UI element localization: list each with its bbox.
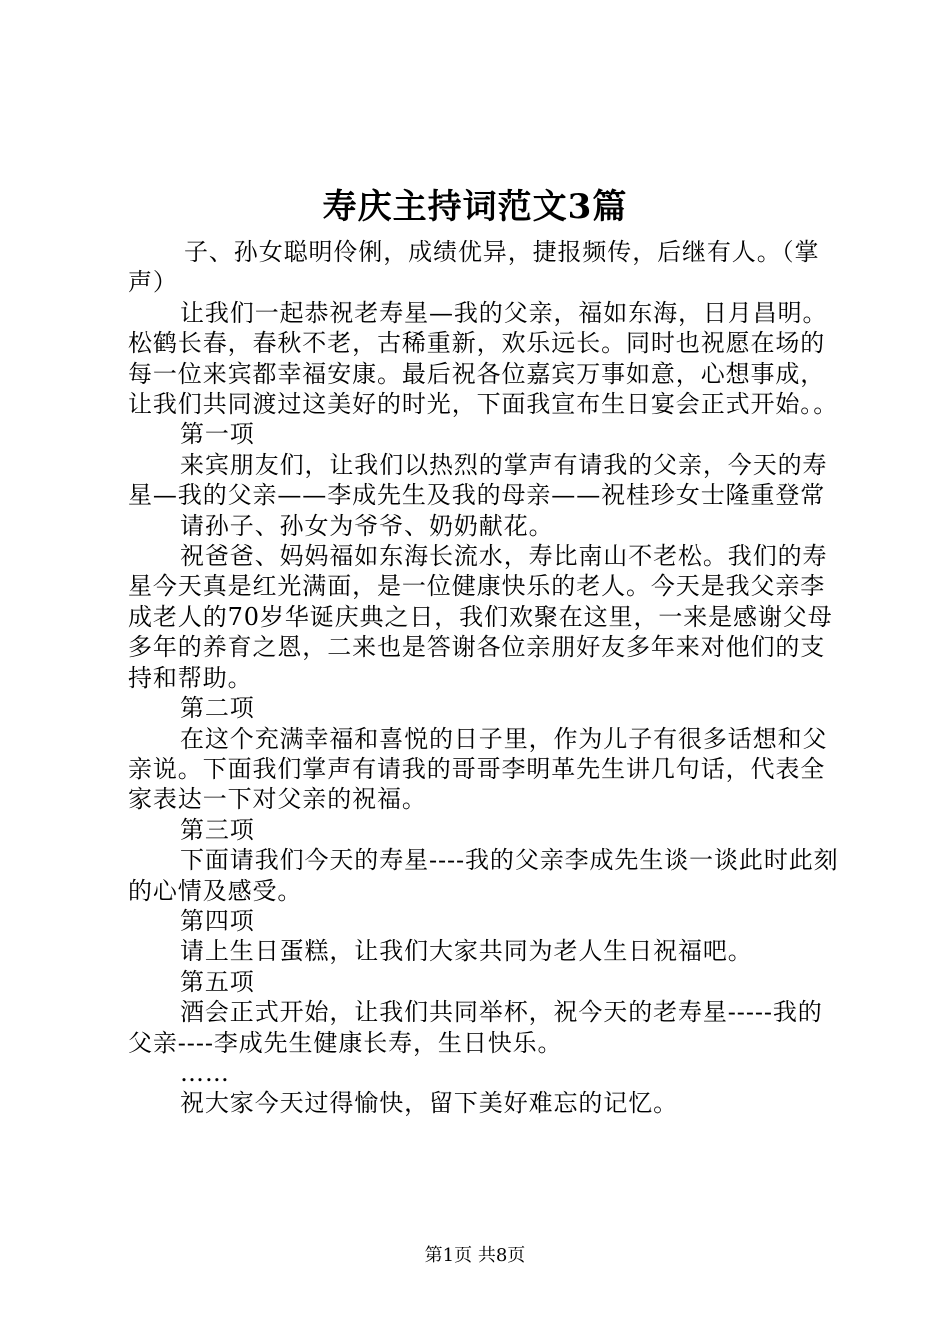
section-heading: 第五项 [180, 967, 255, 996]
section-heading: 第三项 [180, 815, 255, 844]
ellipsis: …… [180, 1058, 230, 1087]
document-body [128, 237, 840, 1119]
document-title: 寿庆主持词范文3篇 [322, 187, 628, 227]
paragraph: 请孙子、孙女为爷爷、奶奶献花。 [180, 511, 554, 540]
paragraph: 子、孙女聪明伶俐，成绩优异，捷报频传，后继有人。（掌声） [128, 238, 820, 297]
paragraph: 来宾朋友们，让我们以热烈的掌声有请我的父亲，今天的寿星—我的父亲——李成先生及我的母亲——祝桂珍女士隆重登常 [128, 450, 828, 510]
section-heading: 第一项 [180, 420, 255, 449]
paragraph: 让我们一起恭祝老寿星—我的父亲，福如东海，日月昌明。松鹤长春，春秋不老，古稀重新，欢乐远长。同时也祝愿在场的每一位来宾都幸福安康。最后祝各位嘉宾万事如意，心想事成，让我们共同渡过这美好的时光，下面我宣布生日宴会正式开始。。 [128, 298, 839, 419]
section-heading: 第四项 [180, 906, 255, 935]
paragraph: 祝爸爸、妈妈福如东海长流水，寿比南山不老松。我们的寿星今天真是红光满面，是一位健康快乐的老人。今天是我父亲李成老人的70岁华诞庆典之日，我们欢聚在这里，一来是感谢父母多年的养育之恩，二来也是答谢各位亲朋好友多年来对他们的支持和帮助。 [128, 542, 833, 692]
paragraph: 在这个充满幸福和喜悦的日子里，作为儿子有很多话想和父亲说。下面我们掌声有请我的哥哥李明革先生讲几句话，代表全家表达一下对父亲的祝福。 [128, 724, 828, 814]
paragraph: 祝大家今天过得愉快，留下美好难忘的记忆。 [180, 1089, 678, 1118]
paragraph: 酒会正式开始，让我们共同举杯，祝今天的老寿星-----我的父亲----李成先生健康长寿，生日快乐。 [128, 998, 823, 1057]
page-footer: 第1页 共8页 [424, 1245, 526, 1266]
section-heading: 第二项 [180, 694, 255, 723]
paragraph: 请上生日蛋糕，让我们大家共同为老人生日祝福吧。 [180, 937, 753, 966]
paragraph: 下面请我们今天的寿星----我的父亲李成先生谈一谈此时此刻的心情及感受。 [128, 846, 839, 905]
